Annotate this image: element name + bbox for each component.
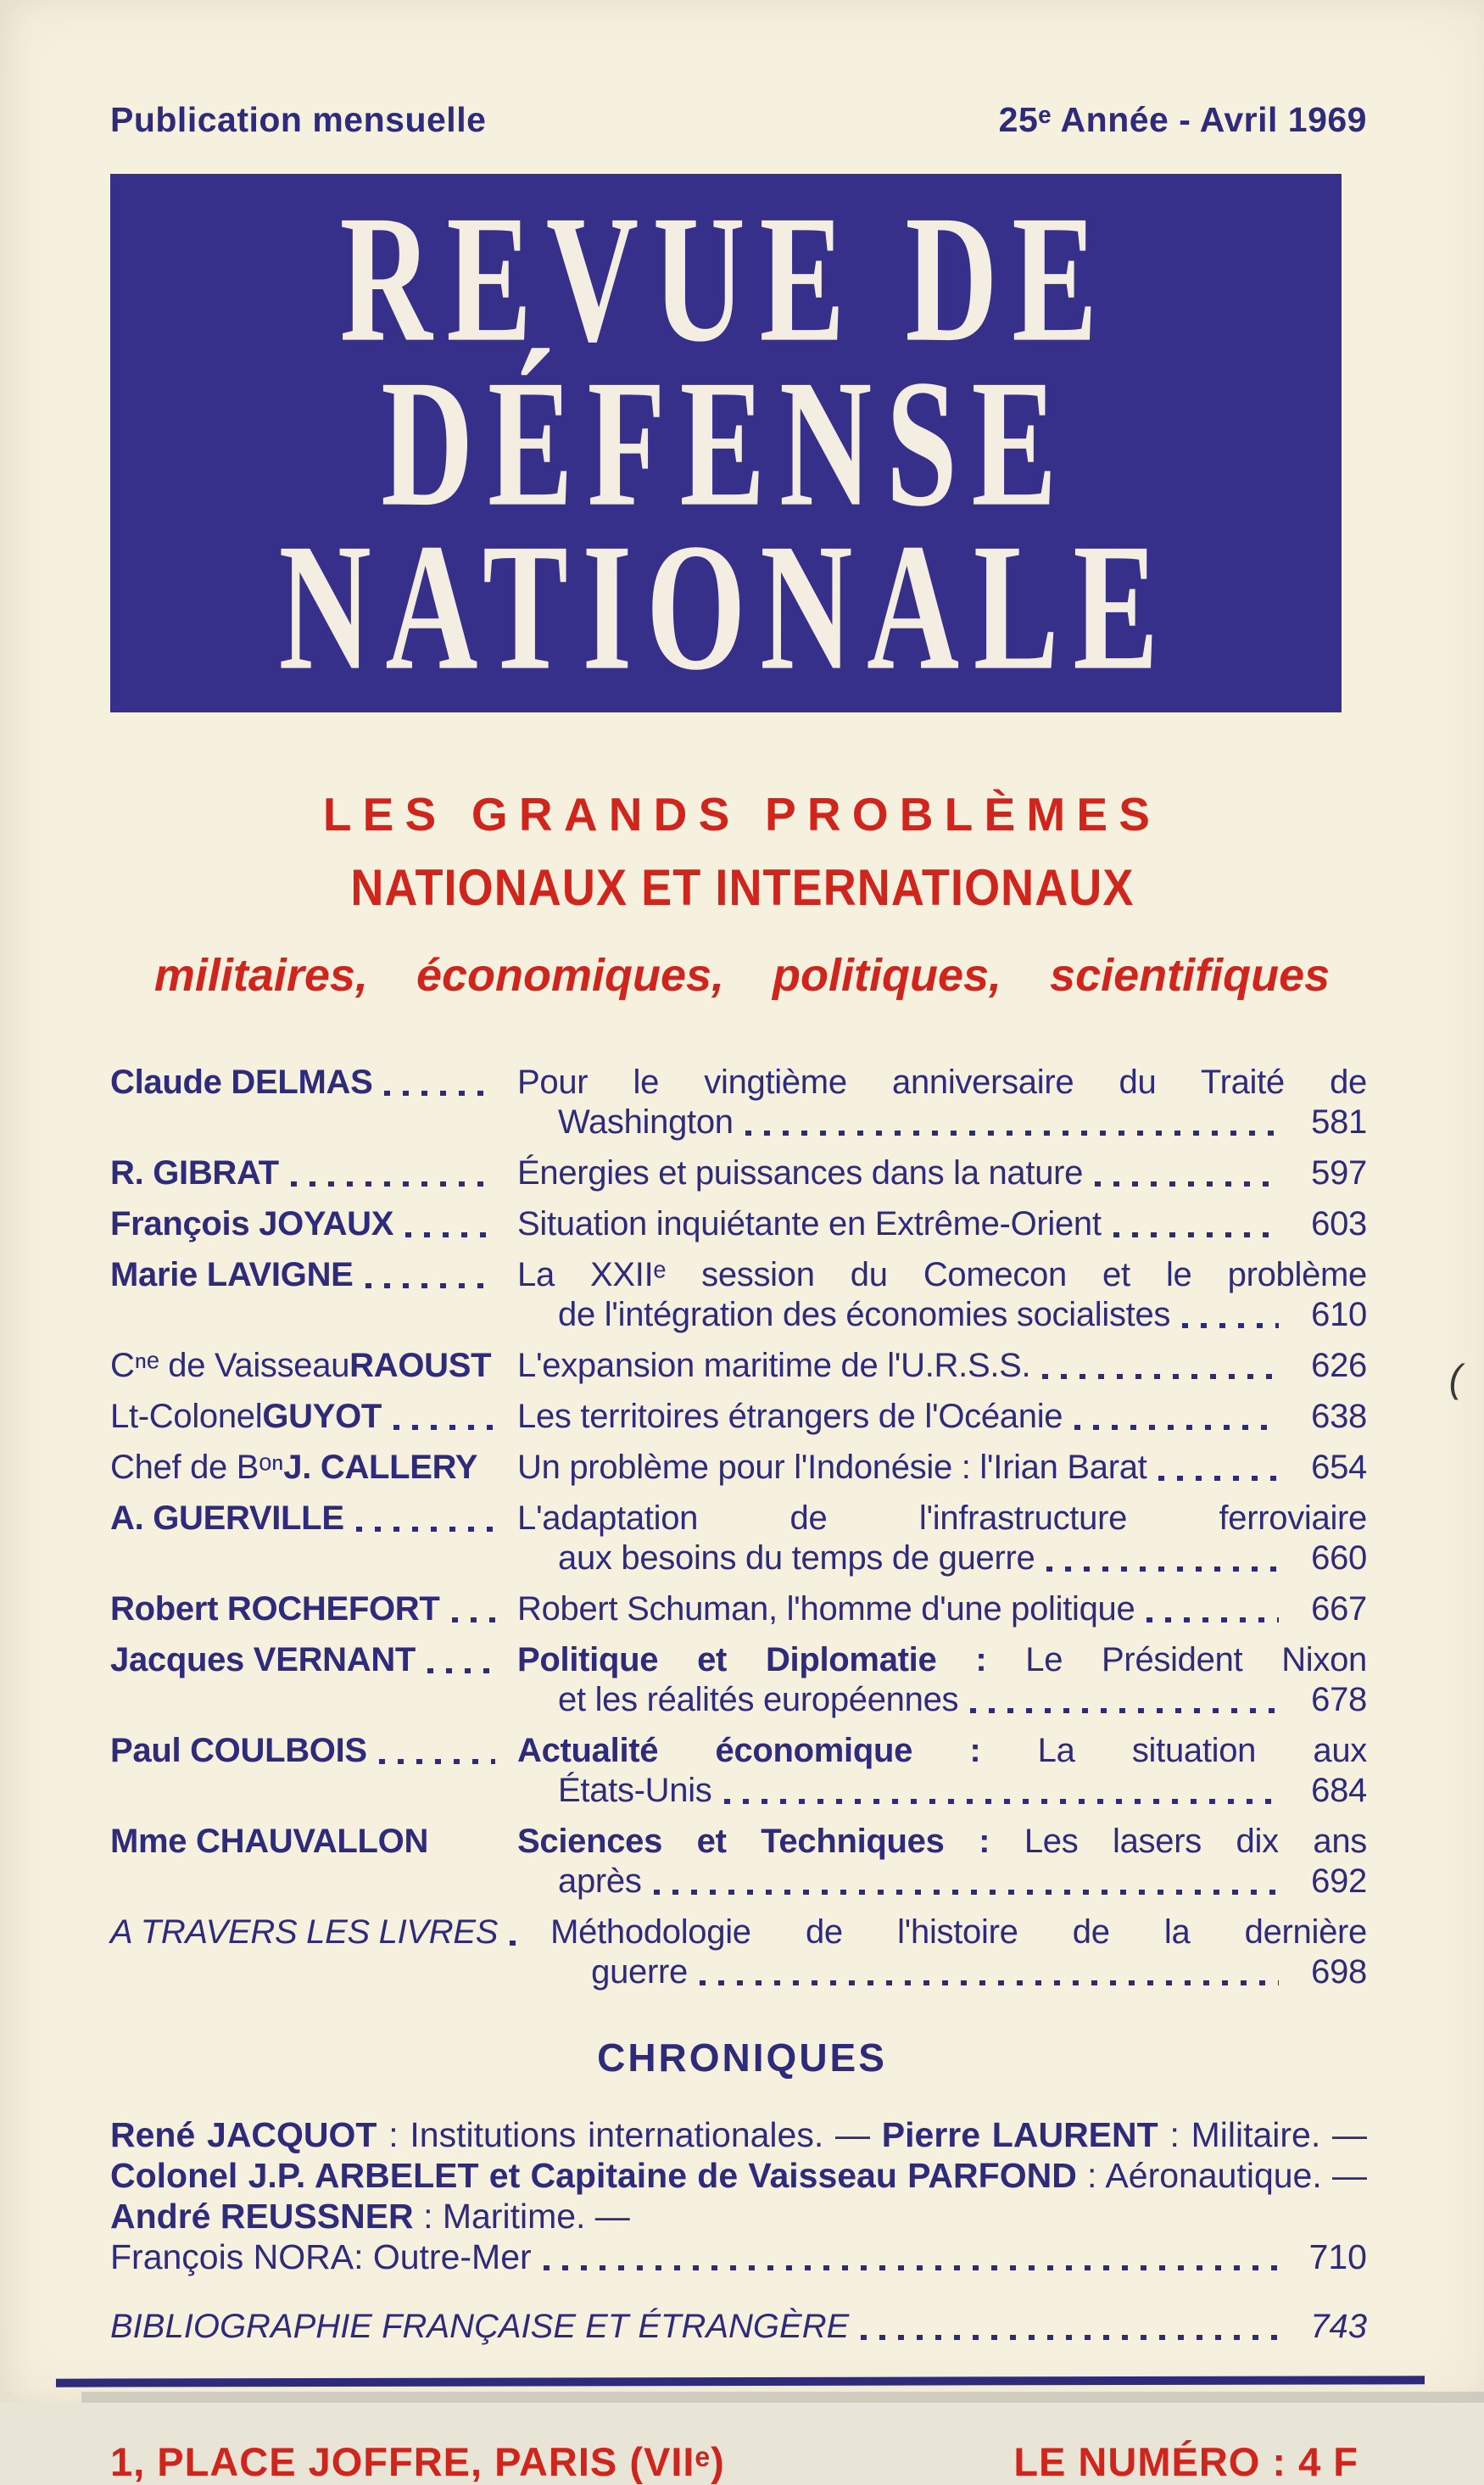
dotted-leader xyxy=(1158,1476,1279,1481)
toc-title-line: et les réalités européennes 678 xyxy=(558,1681,1367,1718)
masthead-line-3: NATIONALE xyxy=(278,506,1174,709)
dotted-leader xyxy=(379,1759,495,1764)
toc-page-number: 698 xyxy=(1311,1953,1367,1991)
scan-artifact-mark: ( xyxy=(1448,1356,1462,1400)
toc-page-number: 597 xyxy=(1311,1154,1367,1192)
toc-page-number: 684 xyxy=(1311,1772,1367,1809)
toc-page-number: 692 xyxy=(1311,1862,1367,1900)
toc-title xyxy=(517,1448,1367,1488)
toc-title xyxy=(517,1204,1367,1244)
toc-row xyxy=(110,1499,1367,1578)
dotted-leader xyxy=(1074,1425,1279,1430)
heading-nationaux-internationaux: NATIONAUX ET INTERNATIONAUX xyxy=(349,859,1135,916)
dotted-leader xyxy=(1042,1374,1279,1379)
dotted-leader xyxy=(356,1527,495,1532)
toc-title-line: de l'intégration des économies socialistes 610 xyxy=(558,1296,1367,1333)
toc-title-line: Sciences et Techniques : Les lasers dix ans xyxy=(517,1823,1367,1860)
scan-edge-strip xyxy=(81,2392,1484,2403)
toc-row xyxy=(110,1731,1367,1811)
dotted-leader xyxy=(365,1283,495,1288)
toc-author: Claude DELMAS xyxy=(110,1063,517,1103)
toc-page-number: 660 xyxy=(1311,1539,1367,1577)
bibliography-page-number: 743 xyxy=(1310,2308,1367,2345)
dotted-leader xyxy=(405,1232,495,1237)
toc-title xyxy=(550,1913,1367,1992)
toc-row xyxy=(110,1448,1367,1488)
toc-title xyxy=(517,1255,1367,1335)
toc-title xyxy=(517,1153,1367,1193)
toc-row xyxy=(110,1913,1367,1992)
dotted-leader xyxy=(291,1181,495,1187)
publisher-address: 1, PLACE JOFFRE, PARIS (VIIᵉ) xyxy=(110,2439,725,2484)
toc-author: François JOYAUX xyxy=(110,1204,517,1244)
toc-row xyxy=(110,1640,1367,1720)
toc-title-line: Un problème pour l'Indonésie : l'Irian Barat 654 xyxy=(517,1449,1367,1486)
dotted-leader xyxy=(427,1668,495,1673)
dotted-leader xyxy=(861,2335,1279,2340)
dotted-leader xyxy=(393,1425,495,1430)
dotted-leader xyxy=(384,1091,495,1096)
toc-author: Chef de Bᵒⁿ J. CALLERY xyxy=(110,1449,478,1486)
toc-title xyxy=(517,1640,1367,1720)
toc-title-line: États-Unis 684 xyxy=(558,1772,1367,1809)
toc-title-line: L'expansion maritime de l'U.R.S.S. 626 xyxy=(517,1347,1367,1384)
toc-author: A TRAVERS LES LIVRES xyxy=(110,1913,550,1952)
toc-title-line: La XXIIᵉ session du Comecon et le problème xyxy=(517,1256,1367,1293)
toc-page-number: 603 xyxy=(1311,1205,1367,1242)
toc-title xyxy=(517,1822,1367,1901)
toc-row xyxy=(110,1255,1367,1335)
heading-grands-problemes: LES GRANDS PROBLÈMES xyxy=(322,788,1162,840)
dotted-leader xyxy=(745,1131,1279,1136)
toc-title xyxy=(517,1397,1367,1437)
toc-author: Jacques VERNANT xyxy=(110,1640,517,1680)
toc-title-line: aux besoins du temps de guerre 660 xyxy=(558,1539,1367,1577)
toc-page-number: 654 xyxy=(1311,1449,1367,1486)
toc-title-line: après 692 xyxy=(558,1862,1367,1900)
toc-row xyxy=(110,1204,1367,1244)
publication-frequency: Publication mensuelle xyxy=(110,100,487,139)
dotted-leader xyxy=(1146,1617,1279,1622)
toc-title xyxy=(517,1731,1367,1811)
toc-title xyxy=(517,1499,1367,1578)
toc-title-line: Pour le vingtième anniversaire du Traité de xyxy=(517,1064,1367,1101)
toc-title-line: Énergies et puissances dans la nature 597 xyxy=(517,1154,1367,1192)
dotted-leader xyxy=(452,1617,495,1622)
toc-title-line: Actualité économique : La situation aux xyxy=(517,1732,1367,1769)
toc-page-number: 678 xyxy=(1311,1681,1367,1718)
toc-page-number: 667 xyxy=(1311,1590,1367,1628)
toc-title-line: Méthodologie de l'histoire de la dernière xyxy=(550,1913,1367,1951)
chroniques-last-line: François NORA : Outre-Mer 710 xyxy=(110,2237,1367,2276)
masthead-title-block xyxy=(110,174,1342,712)
toc-title xyxy=(517,1589,1367,1629)
toc-row xyxy=(110,1063,1367,1142)
toc-title xyxy=(517,1063,1367,1142)
toc-title-line: Les territoires étrangers de l'Océanie 638 xyxy=(517,1398,1367,1435)
chroniques-heading: CHRONIQUES xyxy=(597,2035,887,2080)
dotted-leader xyxy=(1182,1323,1279,1328)
toc-author: R. GIBRAT xyxy=(110,1153,517,1193)
toc-row xyxy=(110,1822,1367,1901)
toc-title-line: L'adaptation de l'infrastructure ferroviaire xyxy=(517,1499,1367,1537)
bibliography-label: BIBLIOGRAPHIE FRANÇAISE ET ÉTRANGÈRE xyxy=(110,2308,850,2345)
chroniques-page-number: 710 xyxy=(1308,2237,1367,2276)
toc-row xyxy=(110,1397,1367,1437)
toc-author: Lt-Colonel GUYOT xyxy=(110,1397,517,1437)
toc-title-line: Washington 581 xyxy=(558,1103,1367,1141)
masthead-line-2: DÉFENSE xyxy=(381,342,1071,544)
toc-author: A. GUERVILLE xyxy=(110,1499,517,1538)
dotted-leader xyxy=(724,1799,1280,1804)
toc-author: Cⁿᵉ de Vaisseau RAOUST xyxy=(110,1347,492,1384)
toc-author: Robert ROCHEFORT xyxy=(110,1589,517,1629)
issue-date: 25ᵉ Année - Avril 1969 xyxy=(998,100,1367,139)
toc-author: Paul COULBOIS xyxy=(110,1731,517,1771)
toc-page-number: 610 xyxy=(1311,1296,1367,1333)
toc-author: Marie LAVIGNE xyxy=(110,1255,517,1295)
toc-title-line: guerre 698 xyxy=(591,1953,1367,1991)
toc-title-line: Robert Schuman, l'homme d'une politique 667 xyxy=(517,1590,1367,1628)
toc-title xyxy=(517,1346,1367,1386)
toc-author: Mme CHAUVALLON xyxy=(110,1823,429,1860)
bibliography-line xyxy=(0,2306,1484,2347)
toc-title-line: Situation inquiétante en Extrême-Orient 603 xyxy=(517,1205,1367,1242)
toc-row xyxy=(110,1589,1367,1629)
toc-row xyxy=(110,1153,1367,1193)
toc-row xyxy=(110,1346,1367,1386)
toc-title-line: Politique et Diplomatie : Le Président Nixon xyxy=(517,1641,1367,1678)
dotted-leader xyxy=(1113,1232,1279,1237)
chroniques-paragraph: René JACQUOT : Institutions internationales. — Pierre LAURENT : Militaire. — Colonel J.P. ARBELET et Capitaine de Vaisseau PARFOND : Aéronautique. — André REUSSNER : Maritime. — xyxy=(110,2115,1367,2236)
top-header xyxy=(0,0,1484,140)
dotted-leader xyxy=(1095,1181,1279,1187)
toc-page-number: 581 xyxy=(1311,1103,1367,1141)
dotted-leader xyxy=(1046,1566,1279,1572)
masthead-line-1: REVUE DE xyxy=(339,177,1113,380)
toc-page-number: 626 xyxy=(1311,1347,1367,1384)
dotted-leader xyxy=(510,1941,528,1946)
dotted-leader xyxy=(700,1980,1279,1985)
toc-page-number: 638 xyxy=(1311,1398,1367,1435)
dotted-leader xyxy=(544,2265,1279,2270)
dotted-leader xyxy=(654,1890,1279,1895)
dotted-leader xyxy=(970,1708,1279,1713)
issue-price: LE NUMÉRO : 4 F xyxy=(1013,2439,1358,2484)
heading-domaines: militaires, économiques, politiques, scientifiques xyxy=(153,950,1331,1001)
table-of-contents xyxy=(0,1063,1484,1992)
